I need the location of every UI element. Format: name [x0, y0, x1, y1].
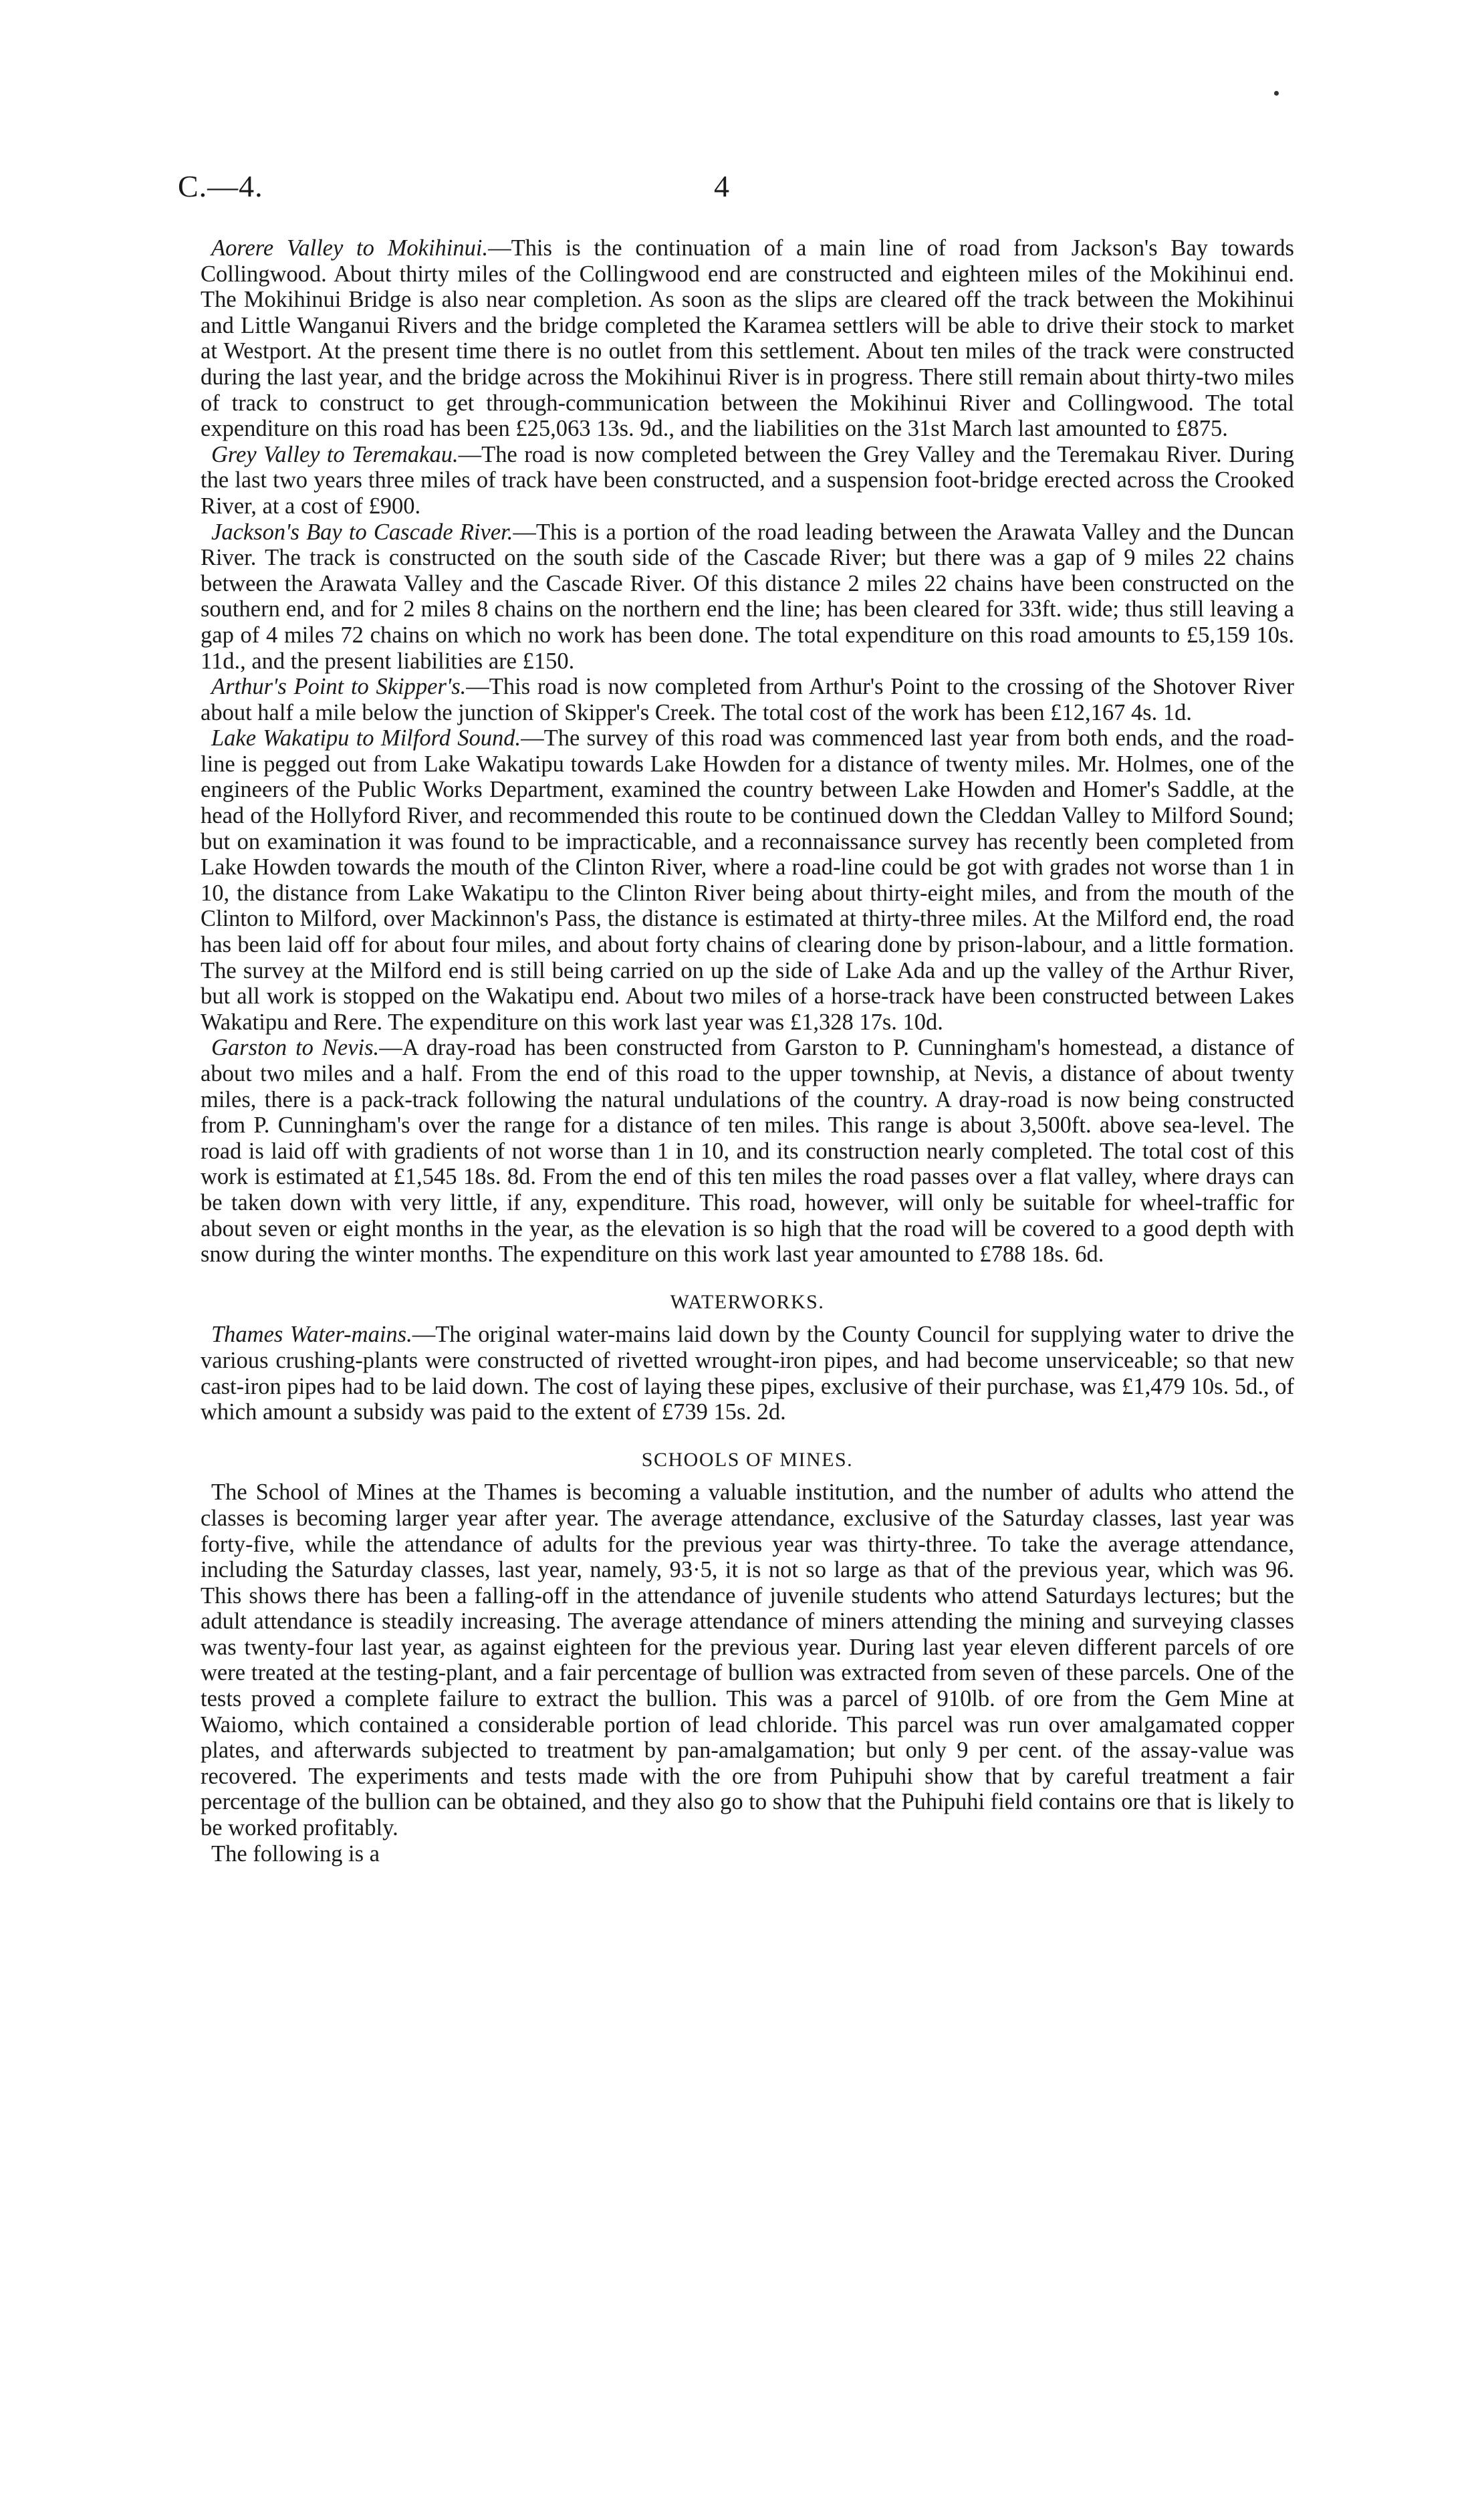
schools-paragraph: The School of Mines at the Thames is becoming a valuable institution, and the number of adults who attend the classes is becoming larger year after year. The average attendance, exclusive of the Saturday classes, last year was forty-five, while the attendance of adults for the previous year was thirty-three. To take the average attendance, including the Saturday classes, last year, namely, 93·5, it is not so large as that of the previous year, which was 96. This shows there has been a falling-off in the attendance of juvenile students who attend Saturdays lectures; but the adult attendance is steadily increasing. The average attendance of miners attending the mining and surveying classes was twenty-four last year, as against eighteen for the previous year. During last year eleven different parcels of ore were treated at the testing-plant, and a fair percentage of bullion was extracted from seven of these parcels. One of the tests proved a complete failure to extract the bullion. This was a parcel of 910lb. of ore from the Gem Mine at Waiomo, which contained a considerable portion of lead chloride. This parcel was run over amalgamated copper plates, and afterwards subjected to treatment by pan-amalgamation; but only 9 per cent. of the assay-value was recovered. The experiments and tests made with the ore from Puhipuhi show that by careful treatment a fair percentage of the bullion can be obtained, and they also go to show that the Puhipuhi field contains ore that is likely to be worked profitably.	[201, 1479, 1294, 1841]
road-text-garston: —A dray-road has been constructed from Garston to P. Cunningham's homestead, a distance of about two miles and a half. From the end of this road to the upper township, at Nevis, a distance of about twenty miles, there is a pack-track following the natural undulations of the country. A dray-road is now being constructed from P. Cunningham's over the range for a distance of ten miles. This range is about 3,500ft. above sea-level. The road is laid off with gradients of not worse than 1 in 10, and its construction nearly completed. The total cost of this work is estimated at £1,545 18s. 8d. From the end of this ten miles the road passes over a flat valley, where drays can be taken down with very little, if any, expenditure. This road, however, will only be suitable for wheel-traffic for about seven or eight months in the year, as the elevation is so high that the road will be covered to a good depth with snow during the winter months. The expenditure on this work last year amounted to £788 18s. 6d.	[201, 1035, 1294, 1268]
closing-line: The following is a	[211, 1840, 380, 1867]
road-text-grey-valley: —The road is now completed between the Grey Valley and the Teremakau River. During the last two years three miles of track have been constructed, and a suspension foot-bridge erected across the Crooked River, at a cost of £900.	[201, 441, 1295, 519]
road-paragraph-aorere	[201, 235, 1294, 442]
road-paragraph-arthurs-point	[201, 674, 1294, 725]
road-title-garston: Garston to Nevis.	[211, 1035, 380, 1061]
speck-mark	[1274, 91, 1279, 96]
document-body	[201, 235, 1294, 1867]
road-paragraph-grey-valley	[201, 442, 1294, 519]
waterworks-text: —The original water-mains laid down by the County Council for supplying water to drive the various crushing-plants were constructed of rivetted wrought-iron pipes, and had become unserviceable; so that new cast-iron pipes had to be laid down. The cost of laying these pipes, exclusive of their purchase, was £1,479 10s. 5d., of which amount a subsidy was paid to the extent of £739 15s. 2d.	[201, 1322, 1294, 1425]
road-text-arthurs-point: —This road is now completed from Arthur's Point to the crossing of the Shotover River about half a mile below the junction of Skipper's Creek. The total cost of the work has been £12,167 4s. 1d.	[201, 674, 1294, 725]
road-title-grey-valley: Grey Valley to Teremakau.	[211, 441, 459, 467]
document-reference: C.—4.	[178, 169, 263, 203]
road-paragraph-garston	[201, 1035, 1294, 1267]
road-title-lake-wakatipu: Lake Wakatipu to Milford Sound.	[211, 725, 521, 751]
road-paragraph-jacksons-bay	[201, 519, 1294, 675]
waterworks-title: Thames Water-mains.	[211, 1322, 412, 1348]
road-title-aorere: Aorere Valley to Mokihinui.	[211, 235, 489, 261]
page-number: 4	[714, 169, 729, 203]
road-text-jacksons-bay: —This is a portion of the road leading between the Arawata Valley and the Duncan River. The track is constructed on the south side of the Cascade River; but there was a gap of 9 miles 22 chains between the Arawata Valley and the Cascade River. Of this distance 2 miles 22 chains have been constructed on the southern end, and for 2 miles 8 chains on the northern end the line; has been cleared for 33ft. wide; thus still leaving a gap of 4 miles 72 chains on which no work has been done. The total expenditure on this road amounts to £5,159 10s. 11d., and the present liabilities are £150.	[201, 519, 1295, 674]
waterworks-heading: WATERWORKS.	[670, 1290, 825, 1313]
road-text-lake-wakatipu: —The survey of this road was commenced last year from both ends, and the road-line is pegged out from Lake Wakatipu towards Lake Howden for a distance of twenty miles. Mr. Holmes, one of the engineers of the Public Works Department, examined the country between Lake Howden and Homer's Saddle, at the head of the Hollyford River, and recommended this route to be continued down the Cleddan Valley to Milford Sound; but on examination it was found to be impracticable, and a reconnaissance survey has recently been completed from Lake Howden towards the mouth of the Clinton River, where a road-line could be got with grades not worse than 1 in 10, the distance from Lake Wakatipu to the Clinton River being about thirty-eight miles, and from the mouth of the Clinton to Milford, over Mackinnon's Pass, the distance is estimated at thirty-three miles. At the Milford end, the road has been laid off for about four miles, and about forty chains of clearing done by prison-labour, and a little formation. The survey at the Milford end is still being carried on up the side of Lake Ada and up the valley of the Arthur River, but all work is stopped on the Wakatipu end. About two miles of a horse-track have been constructed between Lakes Wakatipu and Rere. The expenditure on this work last year was £1,328 17s. 10d.	[201, 725, 1294, 1035]
waterworks-paragraph	[201, 1322, 1294, 1425]
road-text-aorere: —This is the continuation of a main line of road from Jackson's Bay towards Collingwood. About thirty miles of the Collingwood end are constructed and eighteen miles of the Mokihinui end. The Mokihinui Bridge is also near completion. As soon as the slips are cleared off the track between the Mokihinui and Little Wanganui Rivers and the bridge completed the Karamea settlers will be able to drive their stock to market at Westport. At the present time there is no outlet from this settlement. About ten miles of the track were constructed during the last year, and the bridge across the Mokihinui River is in progress. There still remain about thirty-two miles of track to construct to get through-communication between the Mokihinui River and Collingwood. The total expenditure on this road has been £25,063 13s. 9d., and the liabilities on the 31st March last amounted to £875.	[201, 235, 1294, 442]
road-title-arthurs-point: Arthur's Point to Skipper's.	[211, 674, 467, 700]
road-title-jacksons-bay: Jackson's Bay to Cascade River.	[211, 519, 513, 545]
schools-heading: SCHOOLS OF MINES.	[641, 1448, 854, 1471]
road-paragraph-lake-wakatipu	[201, 725, 1294, 1035]
